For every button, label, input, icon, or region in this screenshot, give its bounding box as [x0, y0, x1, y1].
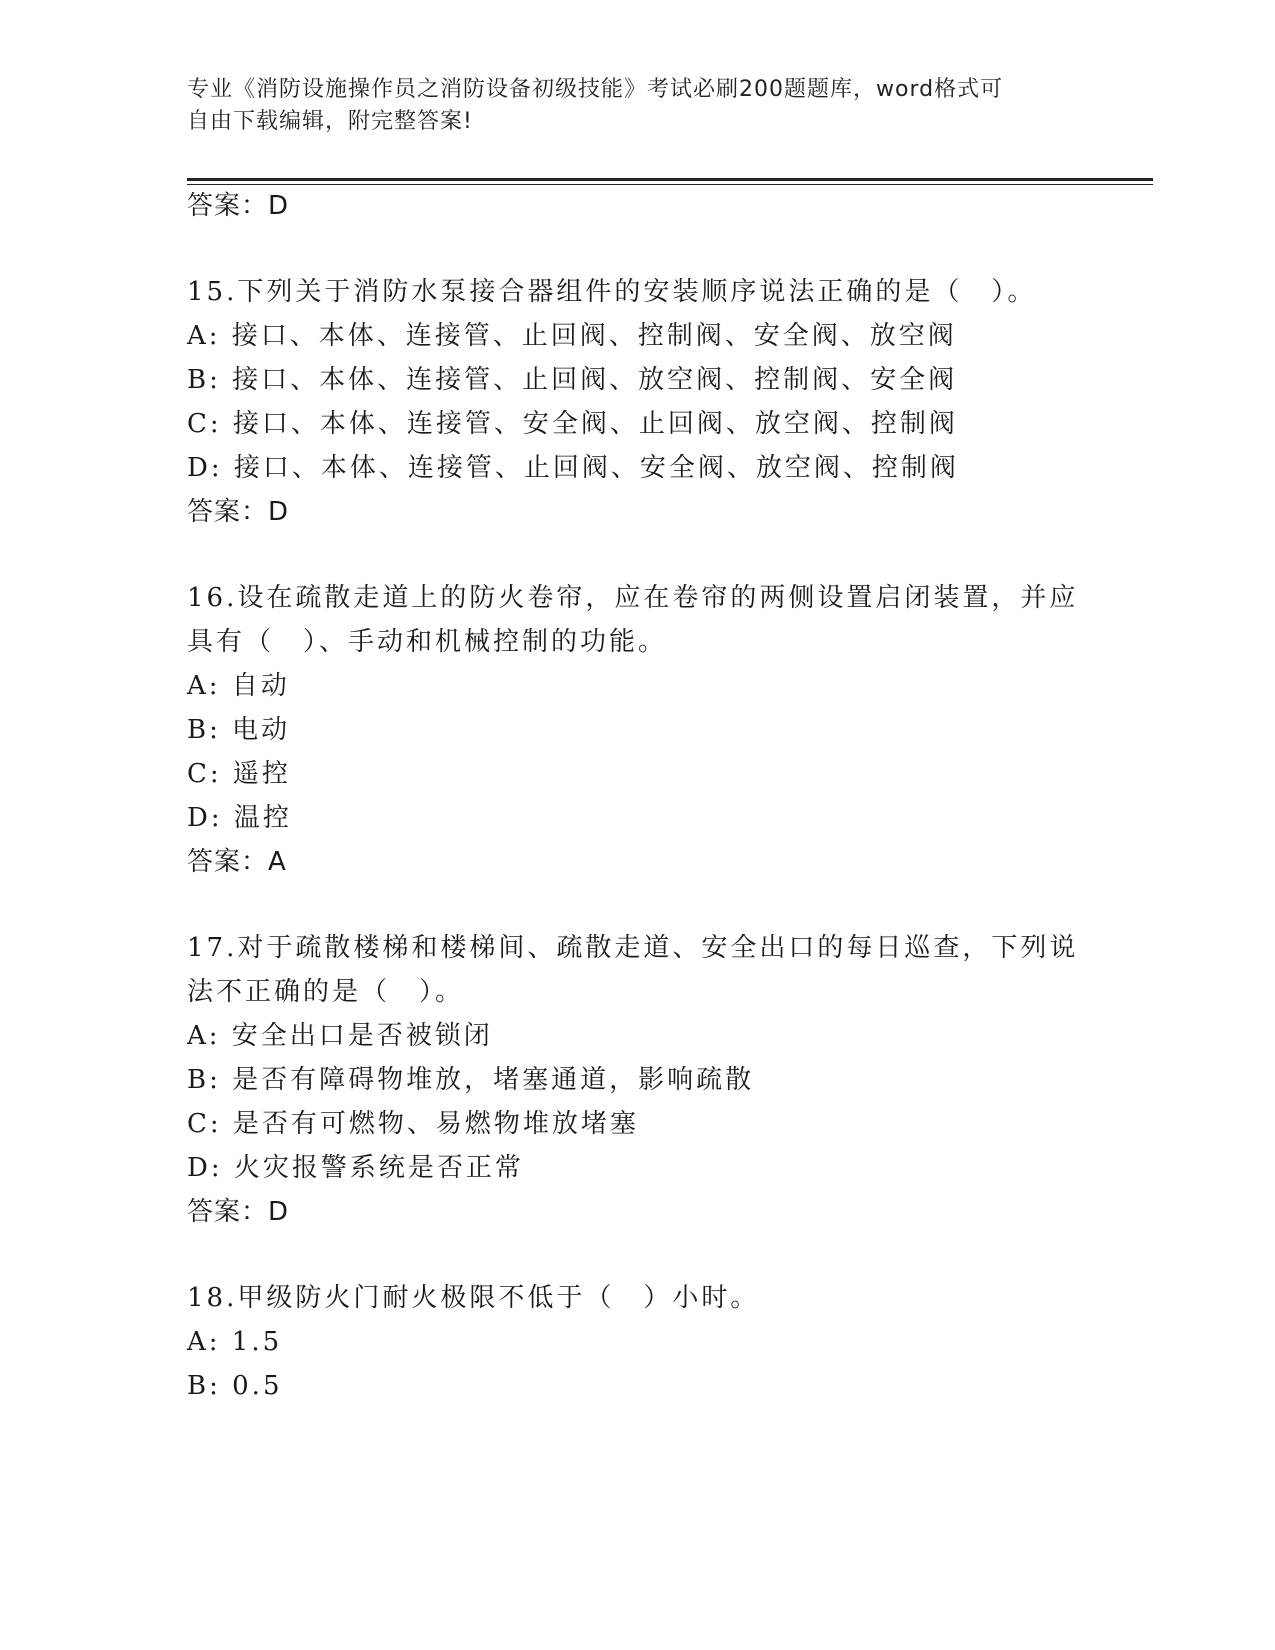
document-header: [187, 74, 1067, 138]
question-15-option-a: A: 接口、本体、连接管、止回阀、控制阀、安全阀、放空阀: [187, 321, 957, 351]
question-16-option-c: C: 遥控: [187, 759, 291, 789]
question-15-option-b: B: 接口、本体、连接管、止回阀、放空阀、控制阀、安全阀: [187, 365, 958, 395]
question-16-option-b: B: 电动: [187, 715, 291, 745]
question-18-option-b: B: 0.5: [187, 1371, 283, 1401]
question-16-option-a: A: 自动: [187, 671, 290, 701]
question-17-option-c: C: 是否有可燃物、易燃物堆放堵塞: [187, 1109, 639, 1139]
header-divider-thick: [187, 178, 1153, 181]
header-title-line-2: 自由下载编辑，附完整答案!: [187, 109, 473, 134]
header-title-line-1: 专业《消防设施操作员之消防设备初级技能》考试必刷200题题库，word格式可: [187, 77, 1004, 102]
question-17-option-a: A: 安全出口是否被锁闭: [187, 1021, 493, 1051]
question-18-option-a: A: 1.5: [187, 1327, 283, 1357]
question-15-text: 15.下列关于消防水泵接合器组件的安装顺序说法正确的是（ ）。: [187, 277, 1037, 307]
question-17-text-line-2: 法不正确的是（ ）。: [187, 977, 465, 1007]
question-18-text: 18.甲级防火门耐火极限不低于（ ）小时。: [187, 1283, 760, 1313]
question-17-option-d: D: 火灾报警系统是否正常: [187, 1153, 524, 1183]
question-16-option-d: D: 温控: [187, 803, 292, 833]
answer-q16: 答案：A: [187, 847, 287, 877]
answer-q17: 答案：D: [187, 1197, 290, 1227]
answer-q14: 答案：D: [187, 191, 290, 221]
question-17-text-line-1: 17.对于疏散楼梯和楼梯间、疏散走道、安全出口的每日巡查，下列说: [187, 933, 1079, 963]
question-17-option-b: B: 是否有障碍物堆放，堵塞通道，影响疏散: [187, 1065, 755, 1095]
question-16-text-line-1: 16.设在疏散走道上的防火卷帘，应在卷帘的两侧设置启闭装置，并应: [187, 583, 1079, 613]
answer-q15: 答案：D: [187, 497, 290, 527]
question-15-option-c: C: 接口、本体、连接管、安全阀、止回阀、放空阀、控制阀: [187, 409, 958, 439]
question-16-text-line-2: 具有（ ）、手动和机械控制的功能。: [187, 627, 668, 657]
question-15-option-d: D: 接口、本体、连接管、止回阀、安全阀、放空阀、控制阀: [187, 453, 959, 483]
header-divider-thin: [187, 184, 1153, 185]
